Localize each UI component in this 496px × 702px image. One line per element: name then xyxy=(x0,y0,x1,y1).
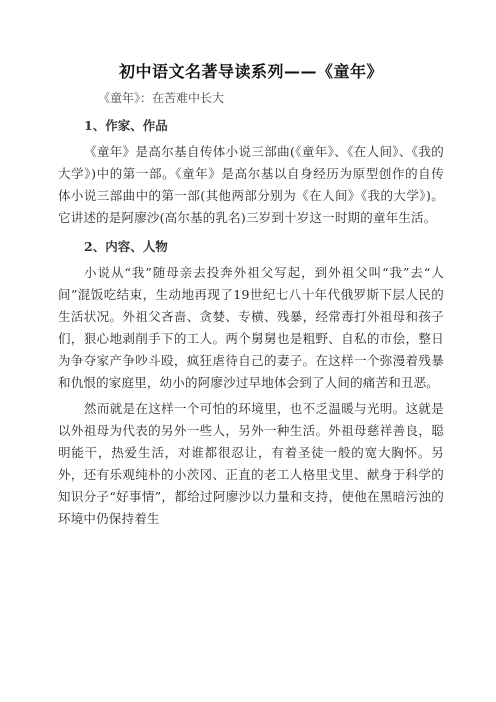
paragraph-warmth-and-light: 然而就是在这样一个可怕的环境里，也不乏温暖与光明。这就是以外祖母为代表的另外一些人，另外一种生活。外祖母慈祥善良，聪明能干，热爱生活，对谁都很忍让，有着圣徒一般的宽大胸怀。另外，还有乐观纯朴的小茨冈、正直的老工人格里戈里、献身于科学的知识分子“好事情”，都给过阿廖沙以力量和支持，使他在黑暗污浊的环境中仍保持着生 xyxy=(58,401,444,526)
section-heading-author-work: 1、作家、作品 xyxy=(84,118,168,133)
paragraph-author-work: 《童年》是高尔基自传体小说三部曲(《童年》、《在人间》、《我的大学》)中的第一部。《童年》是高尔基以自身经历为原型创作的自传体小说三部曲中的第一部(其他两部分别为《在人间》《我的大学》)。它讲述的是阿廖沙(高尔基的乳名)三岁到十岁这一时期的童年生活。 xyxy=(58,144,444,225)
paragraph-content-summary: 小说从“我”随母亲去投奔外祖父写起，到外祖父叫“我”去“人间”混饭吃结束，生动地再现了19世纪七八十年代俄罗斯下层人民的生活状况。外祖父吝啬、贪婪、专横、残暴，经常毒打外祖母和孩子们，狠心地剥削手下的工人。两个舅舅也是粗野、自私的市侩，整日为争夺家产争吵斗殴，疯狂虐待自己的妻子。在这样一个弥漫着残暴和仇恨的家庭里，幼小的阿廖沙过早地体会到了人间的痛苦和丑恶。 xyxy=(58,265,444,390)
section-heading-content-characters: 2、内容、人物 xyxy=(84,239,168,254)
document-subtitle: 《童年》：在苦难中长大 xyxy=(98,91,225,105)
document-title: 初中语文名著导读系列——《童年》 xyxy=(118,62,383,81)
